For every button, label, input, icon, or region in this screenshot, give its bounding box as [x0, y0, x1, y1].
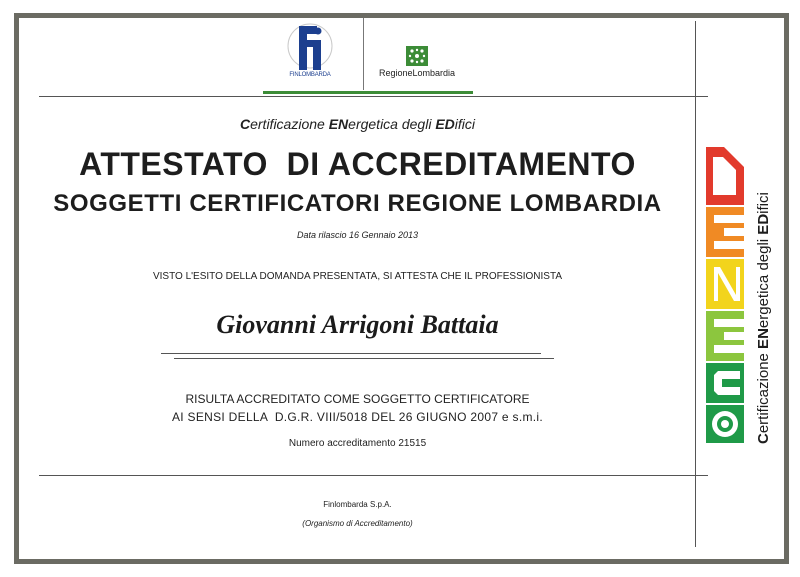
cened-caption-en: EN — [755, 328, 772, 349]
accreditation-number-label: Numero accreditamento — [288, 438, 396, 449]
result-statement-line1: RISULTA ACCREDITATO COME SOGGETTO CERTIFICATORE — [185, 392, 530, 406]
certificate-title: ATTESTATO DI ACCREDITAMENTO — [79, 146, 636, 182]
logo-separator — [363, 18, 364, 90]
visto-statement: VISTO L'ESITO DELLA DOMANDA PRESENTATA, SI ATTESTA CHE IL PROFESSIONISTA — [152, 271, 563, 282]
cened-logo-icon — [702, 145, 746, 445]
regione-lombardia-logo — [369, 46, 465, 86]
cened-caption-c: C — [755, 433, 772, 444]
accreditation-number — [60, 438, 655, 449]
cened-caption-part1: ertificazione — [755, 348, 772, 434]
name-underline-2 — [174, 358, 554, 359]
issuer-name: Finlombarda S.p.A. — [323, 500, 392, 509]
header-logos — [263, 18, 473, 94]
certificate-subtitle: Certificazione ENergetica degli EDifici — [239, 116, 476, 132]
issuer-role: (Organismo di Accreditamento) — [302, 519, 413, 528]
finlombarda-logo — [285, 20, 335, 84]
svg-text:Certificazione ENergetica degl — [755, 192, 772, 444]
finlombarda-icon — [285, 20, 335, 72]
right-divider — [695, 21, 696, 547]
top-divider — [39, 96, 708, 97]
cened-vertical-caption — [753, 142, 773, 446]
regione-rosa-camuna-icon — [406, 46, 428, 66]
release-date: Data rilascio 16 Gennaio 2013 — [296, 230, 419, 240]
bottom-divider — [39, 475, 708, 476]
certificate-title-secondary: SOGGETTI CERTIFICATORI REGIONE LOMBARDIA — [53, 190, 662, 217]
regione-lombardia-wordmark: RegioneLombardia — [378, 68, 456, 78]
result-statement-line2: AI SENSI DELLA D.G.R. VIII/5018 DEL 26 GIUGNO 2007 e s.m.i. — [171, 410, 544, 424]
finlombarda-wordmark: FINLOMBARDA — [289, 72, 331, 78]
accreditation-number-value: 21515 — [398, 438, 427, 449]
name-underline-1 — [161, 353, 541, 354]
header-green-bar — [263, 91, 473, 94]
cened-caption-part3: ifici — [755, 192, 772, 214]
cened-caption-part2: ergetica degli — [755, 234, 772, 329]
professional-name: Giovanni Arrigoni Battaia — [216, 310, 499, 339]
cened-caption-ed: ED — [755, 213, 772, 235]
